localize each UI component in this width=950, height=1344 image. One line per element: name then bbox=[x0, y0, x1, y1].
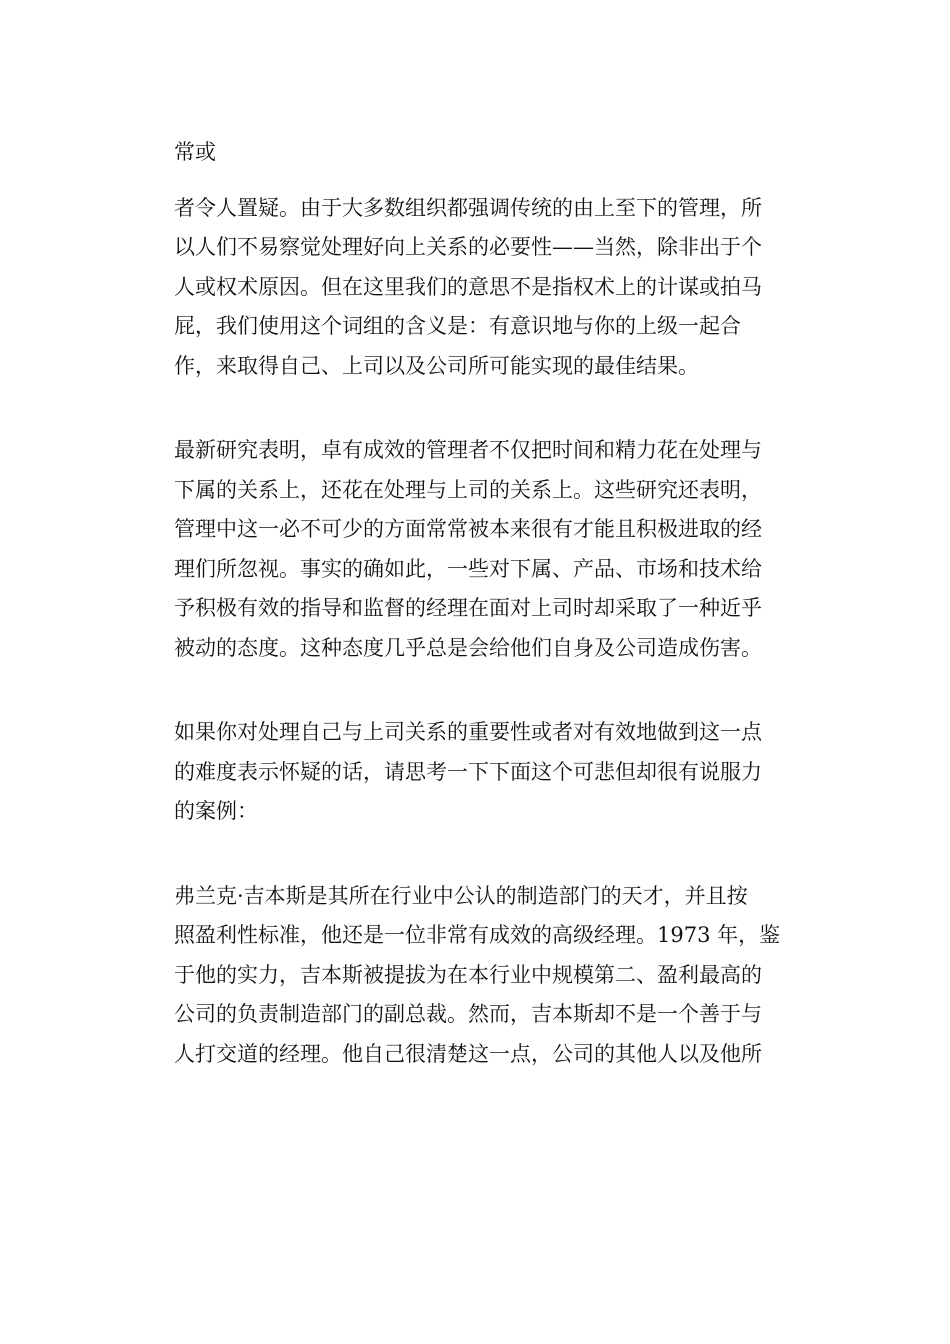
text-line: 的难度表示怀疑的话，请思考一下下面这个可悲但却很有说服力 bbox=[174, 759, 762, 784]
text-line: 予积极有效的指导和监督的经理在面对上司时却采取了一种近乎 bbox=[174, 596, 762, 620]
text-line: 下属的关系上，还花在处理与上司的关系上。这些研究还表明， bbox=[174, 477, 762, 502]
text-line: 照盈利性标准，他还是一位非常有成效的高级经理。1973 年，鉴 bbox=[174, 923, 781, 947]
text-line: 的案例： bbox=[174, 799, 258, 823]
text-line: 于他的实力，吉本斯被提拔为在本行业中规模第二、盈利最高的 bbox=[174, 962, 762, 987]
text-line: 人打交道的经理。他自己很清楚这一点，公司的其他人以及他所 bbox=[174, 1041, 762, 1066]
text-line: 被动的态度。这种态度几乎总是会给他们自身及公司造成伤害。 bbox=[174, 635, 762, 660]
text-line: 最新研究表明，卓有成效的管理者不仅把时间和精力花在处理与 bbox=[174, 438, 762, 462]
text-line: 以人们不易察觉处理好向上关系的必要性——当然，除非出于个 bbox=[174, 235, 762, 259]
paragraph-fragment bbox=[174, 133, 814, 173]
text-line: 作，来取得自己、上司以及公司所可能实现的最佳结果。 bbox=[174, 353, 699, 378]
text-line: 人或权术原因。但在这里我们的意思不是指权术上的计谋或拍马 bbox=[174, 274, 762, 299]
text-line: 公司的负责制造部门的副总裁。然而，吉本斯却不是一个善于与 bbox=[174, 1002, 762, 1026]
body-text bbox=[174, 133, 814, 1074]
text-line: 如果你对处理自己与上司关系的重要性或者对有效地做到这一点 bbox=[174, 720, 762, 744]
text-line: 常或 bbox=[174, 140, 216, 164]
paragraph bbox=[174, 431, 814, 668]
text-line: 管理中这一必不可少的方面常常被本来很有才能且积极进取的经 bbox=[174, 517, 762, 541]
paragraph bbox=[174, 189, 814, 387]
text-line: 屁，我们使用这个词组的含义是：有意识地与你的上级一起合 bbox=[174, 314, 741, 338]
paragraph bbox=[174, 713, 814, 832]
text-line: 者令人置疑。由于大多数组织都强调传统的由上至下的管理，所 bbox=[174, 195, 762, 220]
text-line: 弗兰克·吉本斯是其所在行业中公认的制造部门的天才，并且按 bbox=[174, 883, 748, 908]
text-line: 理们所忽视。事实的确如此，一些对下属、产品、市场和技术给 bbox=[174, 556, 762, 581]
paragraph bbox=[174, 877, 814, 1075]
